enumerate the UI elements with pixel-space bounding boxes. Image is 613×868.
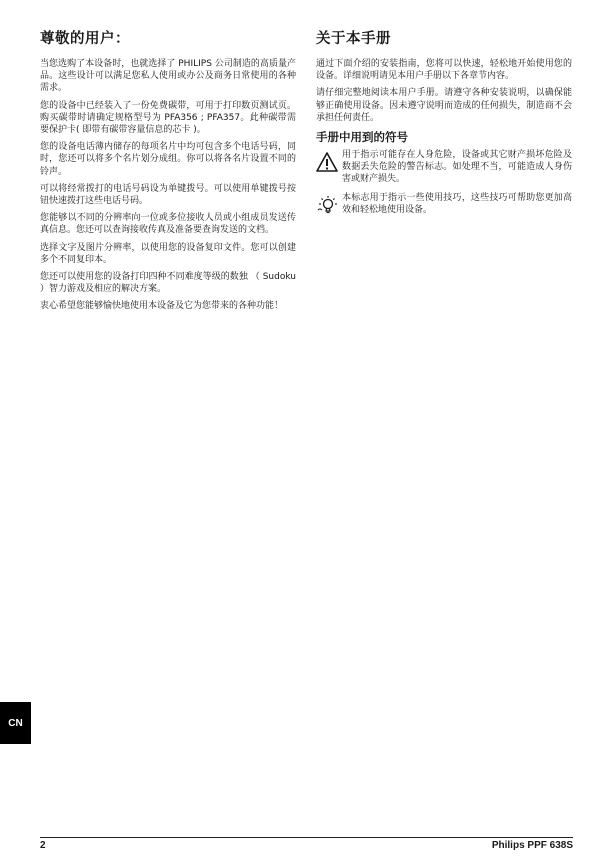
read-carefully-paragraph: 请仔细完整地阅读本用户手册。请遵守各种安装说明，以确保能够正确使用设备。因未遵守说明而造成的任何损失，制造商不会承担任何责任。 <box>316 88 572 123</box>
footer-divider <box>40 837 573 838</box>
tip-lightbulb-icon <box>316 194 338 216</box>
page-number: 2 <box>40 840 46 851</box>
warning-text: 用于指示可能存在人身危险，设备或其它财产损坏危险及数据丢失危险的警告标志。如处理不当，可能造成人身伤害或财产损失。 <box>342 150 572 185</box>
copy-paragraph: 选择文字及图片分辨率，以使用您的设备复印文件。您可以创建多个不同复印本。 <box>40 242 296 265</box>
install-guide-paragraph: 通过下面介绍的安装指南，您将可以快速，轻松地开始使用您的设备。详细说明请见本用户手册以下各章节内容。 <box>316 59 572 82</box>
tip-text: 本标志用于指示一些使用技巧，这些技巧可帮助您更加高效和轻松地使用设备。 <box>342 192 572 215</box>
left-column <box>40 30 296 318</box>
product-name: Philips PPF 638S <box>491 840 573 851</box>
warning-triangle-icon <box>316 151 338 173</box>
language-tab: CN <box>0 702 31 744</box>
speed-dial-paragraph: 可以将经常拨打的电话号码设为单键拨号。可以使用单键拨号按钮快速拨打这些电话号码。 <box>40 183 296 207</box>
phonebook-paragraph: 您的设备电话薄内储存的每项名片中均可包含多个电话号码，同时，您还可以将多个名片划分成组。你可以将各名片设置不同的铃声。 <box>40 142 296 177</box>
closing-paragraph: 衷心希望您能够愉快地使用本设备及它为您带来的各种功能！ <box>40 301 284 312</box>
sudoku-paragraph: 您还可以使用您的设备打印四种不同难度等级的数独 （ Sudoku ）智力游戏及相应的解决方案。 <box>40 272 296 295</box>
intro-paragraph: 当您选购了本设备时，也就选择了 PHILIPS 公司制造的高质量产品。这些设计可以满足您私人使用或办公及商务日常使用的各种需求。 <box>40 59 296 94</box>
symbols-heading: 手册中用到的符号 <box>316 130 408 145</box>
about-manual-heading: 关于本手册 <box>316 31 391 47</box>
fax-paragraph: 您能够以不同的分辨率向一位或多位接收人员或小组成员发送传真信息。您还可以查询接收传真及准备要查询发送的文档。 <box>40 213 296 236</box>
greeting-heading: 尊敬的用户： <box>40 31 130 47</box>
tip-note <box>316 192 572 216</box>
ribbon-paragraph: 您的设备中已经装入了一份免费碳带，可用于打印数页测试页。购买碳带时请确定规格型号为 PFA356 ; PFA357。此种碳带需要保护卡( 即带有碳带容量信息的芯卡 )。 <box>40 100 296 136</box>
warning-note <box>316 149 572 186</box>
right-column <box>316 30 572 222</box>
